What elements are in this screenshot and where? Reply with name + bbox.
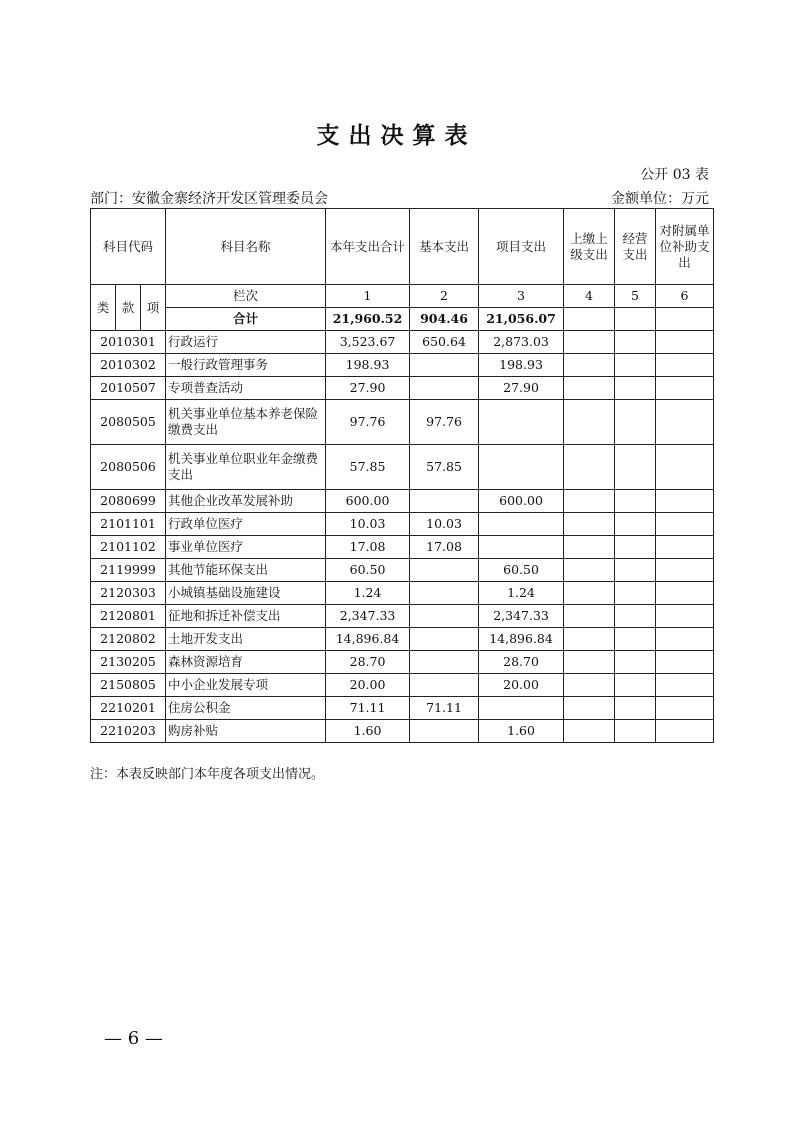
total-business: [615, 308, 656, 331]
row-name: 行政单位医疗: [166, 513, 326, 536]
row-total: 57.85: [326, 445, 410, 490]
row-total: 14,896.84: [326, 628, 410, 651]
row-business: [615, 536, 656, 559]
row-business: [615, 490, 656, 513]
row-name: 专项普查活动: [166, 377, 326, 400]
row-code: 2150805: [91, 674, 166, 697]
row-name: 中小企业发展专项: [166, 674, 326, 697]
row-business: [615, 720, 656, 743]
row-project: 2,347.33: [479, 605, 564, 628]
row-upper: [564, 628, 615, 651]
row-project: [479, 400, 564, 445]
column-number-row: [91, 285, 714, 308]
row-subsidy: [656, 377, 714, 400]
table-row: [91, 651, 714, 674]
col-num-4: 4: [564, 285, 615, 308]
row-project: 28.70: [479, 651, 564, 674]
department-name: 部门：安徽金寨经济开发区管理委员会: [90, 191, 328, 207]
row-basic: [410, 354, 479, 377]
row-total: 20.00: [326, 674, 410, 697]
row-total: 3,523.67: [326, 331, 410, 354]
header-upper: 上缴上级支出: [564, 209, 615, 285]
total-label: 合计: [166, 308, 326, 331]
table-note: 注：本表反映部门本年度各项支出情况。: [90, 767, 325, 782]
row-upper: [564, 536, 615, 559]
row-upper: [564, 605, 615, 628]
table-row: [91, 354, 714, 377]
row-subsidy: [656, 651, 714, 674]
expenditure-table: [90, 208, 714, 743]
row-business: [615, 513, 656, 536]
header-code: 科目代码: [91, 209, 166, 285]
row-upper: [564, 674, 615, 697]
row-name: 征地和拆迁补偿支出: [166, 605, 326, 628]
row-upper: [564, 651, 615, 674]
row-name: 其他节能环保支出: [166, 559, 326, 582]
total-subsidy: [656, 308, 714, 331]
row-basic: 71.11: [410, 697, 479, 720]
row-business: [615, 605, 656, 628]
row-basic: [410, 628, 479, 651]
row-upper: [564, 559, 615, 582]
row-basic: [410, 490, 479, 513]
header-name: 科目名称: [166, 209, 326, 285]
table-row: [91, 628, 714, 651]
col-num-3: 3: [479, 285, 564, 308]
row-name: 一般行政管理事务: [166, 354, 326, 377]
header-subsidy: 对附属单位补助支出: [656, 209, 714, 285]
row-basic: [410, 674, 479, 697]
row-code: 2210203: [91, 720, 166, 743]
row-project: [479, 536, 564, 559]
row-business: [615, 354, 656, 377]
row-code: 2210201: [91, 697, 166, 720]
row-upper: [564, 582, 615, 605]
total-project: 21,056.07: [479, 308, 564, 331]
table-row: [91, 582, 714, 605]
header-basic: 基本支出: [410, 209, 479, 285]
row-total: 2,347.33: [326, 605, 410, 628]
row-total: 71.11: [326, 697, 410, 720]
subheader-lanci: 栏次: [166, 285, 326, 308]
col-num-2: 2: [410, 285, 479, 308]
table-row: [91, 490, 714, 513]
row-code: 2120802: [91, 628, 166, 651]
row-code: 2080505: [91, 400, 166, 445]
row-subsidy: [656, 490, 714, 513]
row-subsidy: [656, 559, 714, 582]
table-row: [91, 720, 714, 743]
row-basic: [410, 559, 479, 582]
row-upper: [564, 697, 615, 720]
row-project: 600.00: [479, 490, 564, 513]
row-upper: [564, 445, 615, 490]
row-total: 198.93: [326, 354, 410, 377]
col-num-6: 6: [656, 285, 714, 308]
row-business: [615, 651, 656, 674]
row-project: 60.50: [479, 559, 564, 582]
table-row: [91, 536, 714, 559]
row-code: 2080699: [91, 490, 166, 513]
row-total: 17.08: [326, 536, 410, 559]
row-project: 20.00: [479, 674, 564, 697]
row-upper: [564, 331, 615, 354]
row-name: 机关事业单位基本养老保险缴费支出: [166, 400, 326, 445]
row-project: 198.93: [479, 354, 564, 377]
row-code: 2080506: [91, 445, 166, 490]
row-basic: [410, 605, 479, 628]
row-upper: [564, 377, 615, 400]
row-total: 600.00: [326, 490, 410, 513]
department-line: [90, 188, 709, 208]
row-basic: [410, 651, 479, 674]
row-business: [615, 445, 656, 490]
row-business: [615, 674, 656, 697]
row-code: 2101101: [91, 513, 166, 536]
row-upper: [564, 490, 615, 513]
row-code: 2010301: [91, 331, 166, 354]
row-code: 2010507: [91, 377, 166, 400]
table-row: [91, 445, 714, 490]
row-project: [479, 445, 564, 490]
row-business: [615, 331, 656, 354]
total-upper: [564, 308, 615, 331]
row-subsidy: [656, 720, 714, 743]
table-row: [91, 331, 714, 354]
table-row: [91, 674, 714, 697]
row-upper: [564, 513, 615, 536]
header-total: 本年支出合计: [326, 209, 410, 285]
row-subsidy: [656, 628, 714, 651]
row-code: 2120801: [91, 605, 166, 628]
form-number: 公开 03 表: [640, 167, 709, 183]
row-subsidy: [656, 674, 714, 697]
subheader-lei: 类: [91, 285, 116, 331]
row-basic: 97.76: [410, 400, 479, 445]
header-project: 项目支出: [479, 209, 564, 285]
row-basic: 10.03: [410, 513, 479, 536]
row-subsidy: [656, 331, 714, 354]
table-row: [91, 697, 714, 720]
row-basic: 57.85: [410, 445, 479, 490]
row-subsidy: [656, 536, 714, 559]
table-row: [91, 559, 714, 582]
row-business: [615, 697, 656, 720]
row-project: 14,896.84: [479, 628, 564, 651]
row-code: 2130205: [91, 651, 166, 674]
row-code: 2010302: [91, 354, 166, 377]
subheader-xiang: 项: [141, 285, 166, 331]
row-subsidy: [656, 354, 714, 377]
row-business: [615, 559, 656, 582]
row-total: 60.50: [326, 559, 410, 582]
row-name: 土地开发支出: [166, 628, 326, 651]
row-name: 森林资源培育: [166, 651, 326, 674]
row-name: 小城镇基础设施建设: [166, 582, 326, 605]
amount-unit: 金额单位：万元: [611, 191, 709, 207]
row-name: 事业单位医疗: [166, 536, 326, 559]
row-total: 10.03: [326, 513, 410, 536]
row-upper: [564, 400, 615, 445]
table-row: [91, 513, 714, 536]
row-project: 1.60: [479, 720, 564, 743]
row-total: 97.76: [326, 400, 410, 445]
row-upper: [564, 720, 615, 743]
row-subsidy: [656, 445, 714, 490]
row-code: 2120303: [91, 582, 166, 605]
row-basic: 17.08: [410, 536, 479, 559]
page-title: 支出决算表: [316, 122, 477, 149]
header-business: 经营支出: [615, 209, 656, 285]
row-subsidy: [656, 697, 714, 720]
row-subsidy: [656, 605, 714, 628]
row-name: 行政运行: [166, 331, 326, 354]
table-row: [91, 377, 714, 400]
total-sum: 21,960.52: [326, 308, 410, 331]
header-row: [91, 209, 714, 285]
row-basic: [410, 377, 479, 400]
row-name: 其他企业改革发展补助: [166, 490, 326, 513]
row-total: 28.70: [326, 651, 410, 674]
row-name: 机关事业单位职业年金缴费支出: [166, 445, 326, 490]
row-basic: 650.64: [410, 331, 479, 354]
row-upper: [564, 354, 615, 377]
row-subsidy: [656, 582, 714, 605]
row-project: 2,873.03: [479, 331, 564, 354]
total-basic: 904.46: [410, 308, 479, 331]
row-project: [479, 513, 564, 536]
row-name: 住房公积金: [166, 697, 326, 720]
table-row: [91, 605, 714, 628]
subheader-kuan: 款: [116, 285, 141, 331]
row-business: [615, 628, 656, 651]
row-project: 1.24: [479, 582, 564, 605]
row-total: 27.90: [326, 377, 410, 400]
col-num-1: 1: [326, 285, 410, 308]
row-code: 2119999: [91, 559, 166, 582]
row-total: 1.24: [326, 582, 410, 605]
row-total: 1.60: [326, 720, 410, 743]
row-business: [615, 582, 656, 605]
row-basic: [410, 582, 479, 605]
table-row: [91, 400, 714, 445]
row-subsidy: [656, 513, 714, 536]
page-number: — 6 —: [104, 1028, 163, 1049]
col-num-5: 5: [615, 285, 656, 308]
row-project: [479, 697, 564, 720]
total-row: [91, 308, 714, 331]
row-project: 27.90: [479, 377, 564, 400]
row-business: [615, 377, 656, 400]
row-subsidy: [656, 400, 714, 445]
row-basic: [410, 720, 479, 743]
row-code: 2101102: [91, 536, 166, 559]
row-name: 购房补贴: [166, 720, 326, 743]
row-business: [615, 400, 656, 445]
